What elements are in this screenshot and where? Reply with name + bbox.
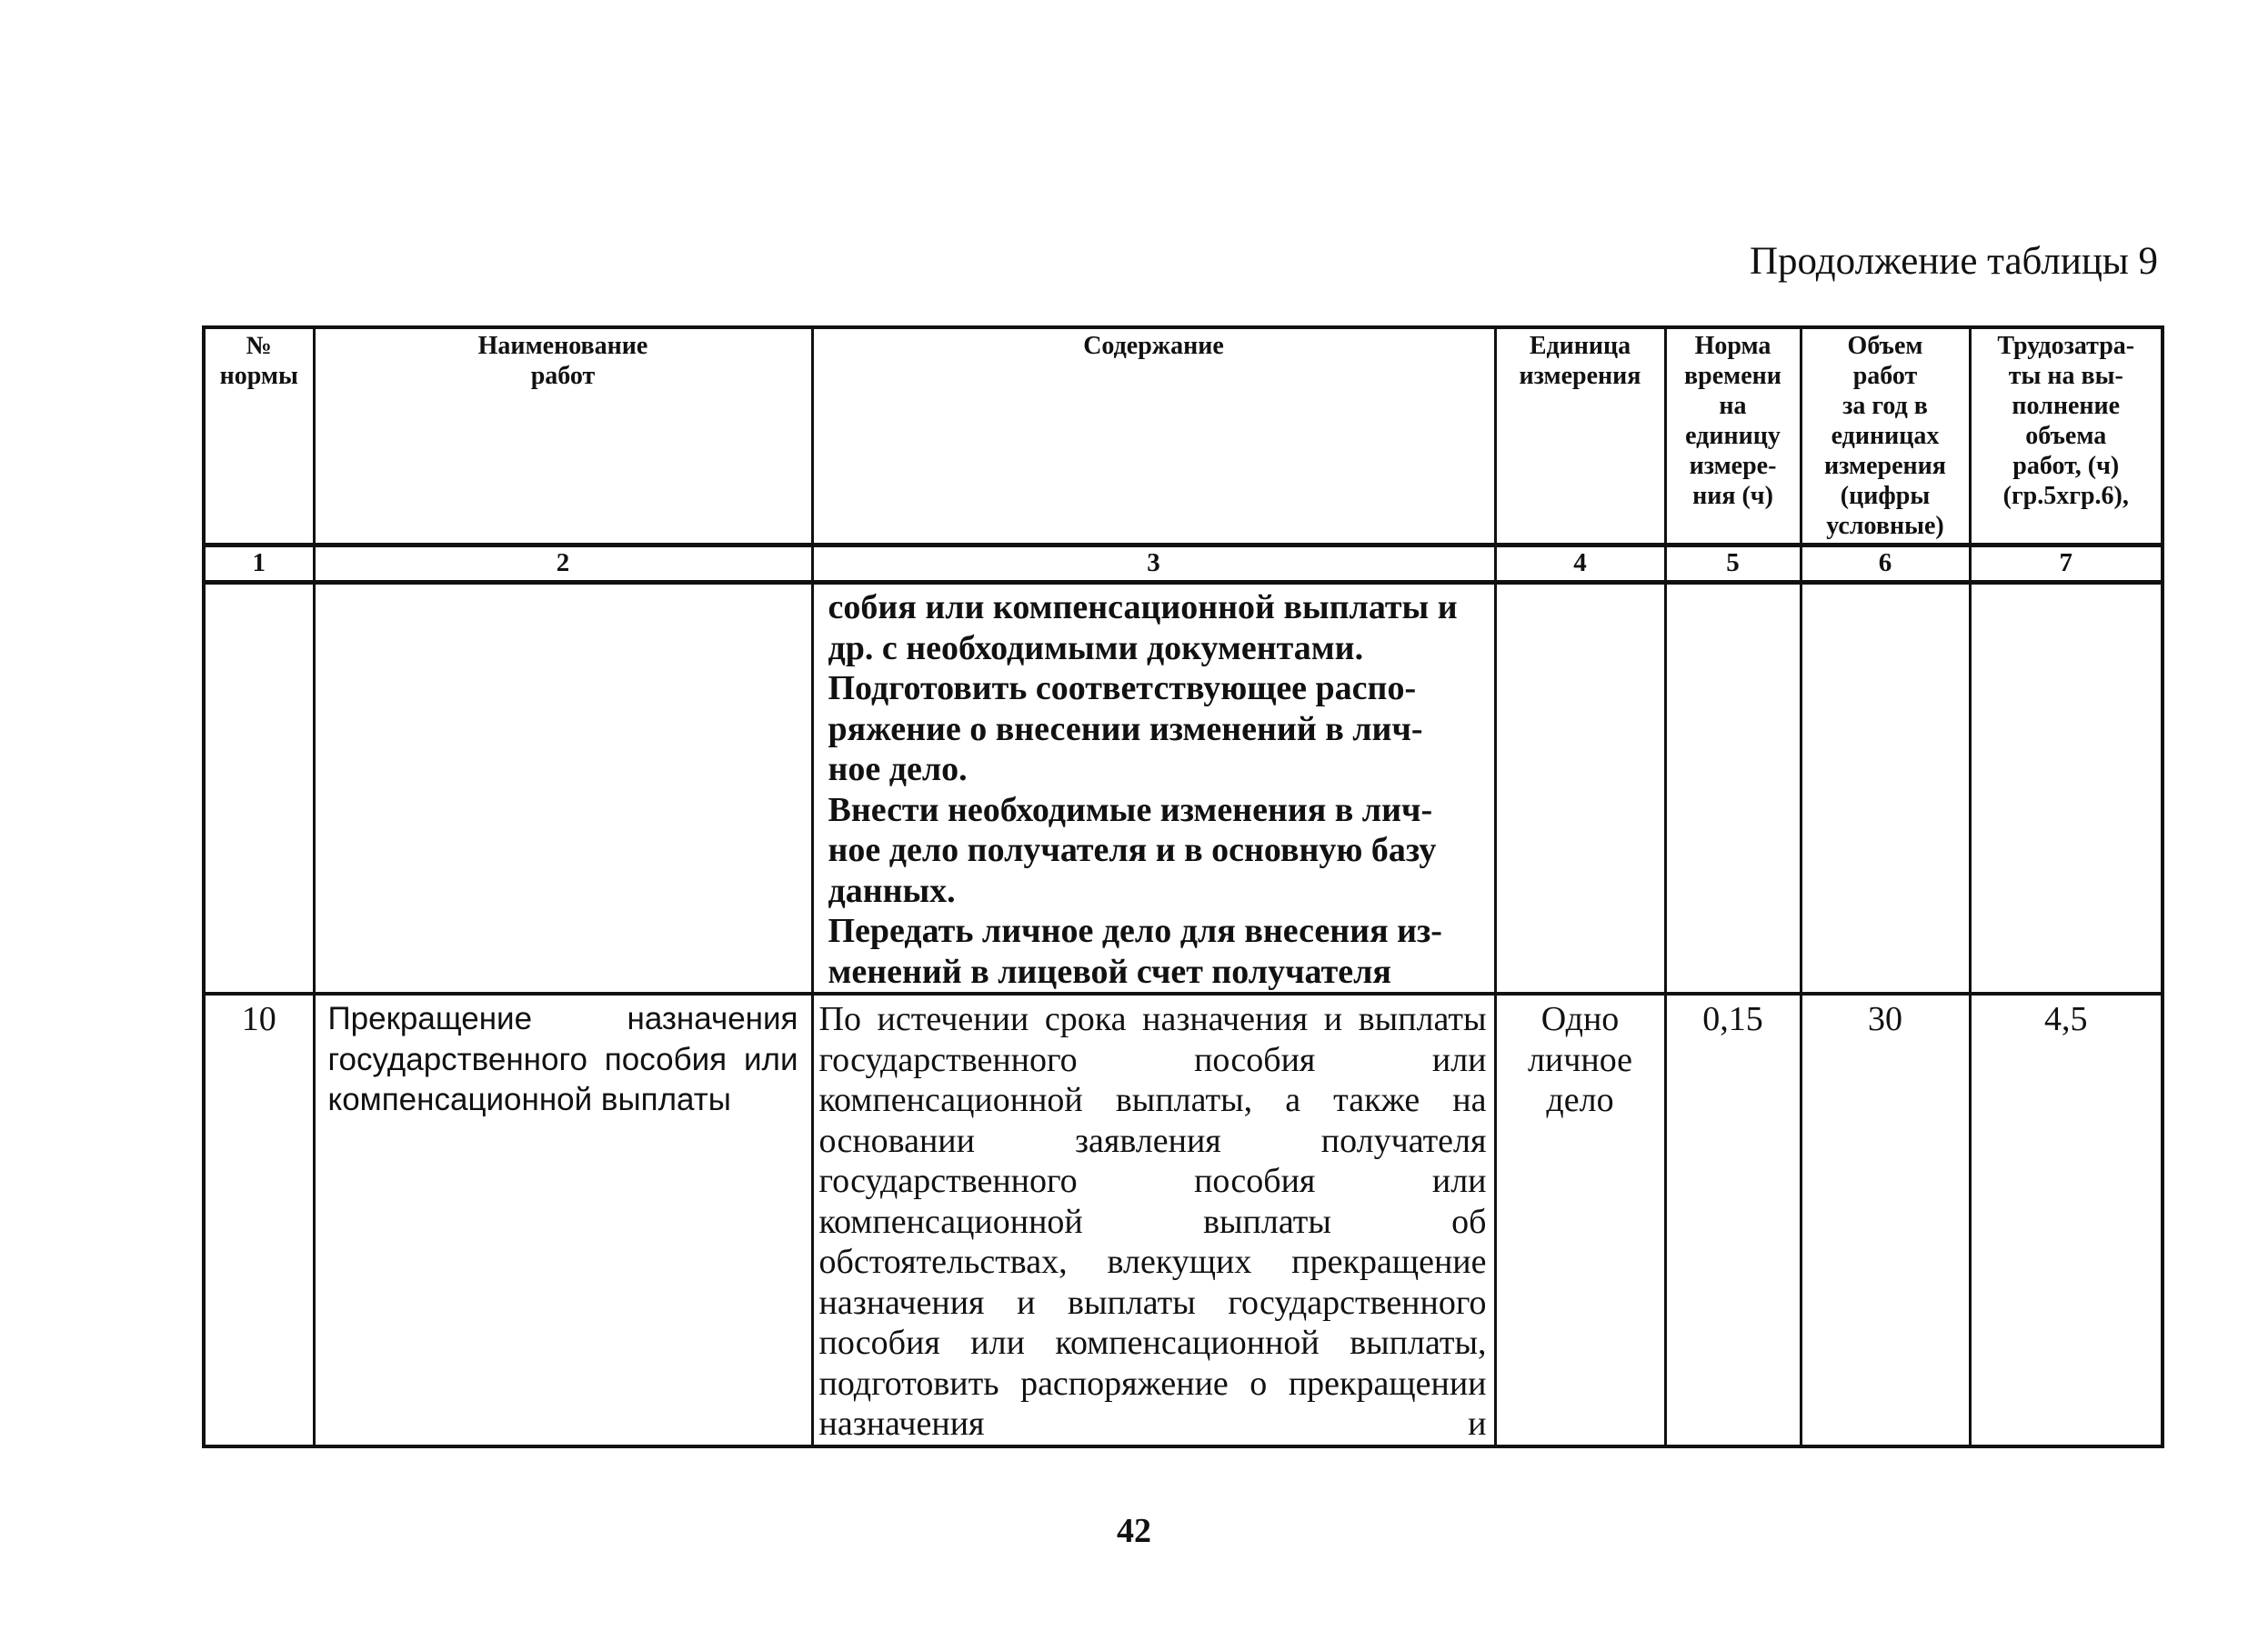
cell-empty: [1801, 583, 1970, 995]
header-cell-number: [204, 327, 314, 545]
cell-empty: [1495, 583, 1665, 995]
table-row-continuation: [204, 583, 2163, 995]
norms-table: [202, 325, 2164, 1448]
cell-empty: [314, 583, 812, 995]
continuation-content-cell: [812, 583, 1495, 995]
header-label: Единица измерения: [1519, 332, 1641, 390]
header-row: [204, 327, 2163, 545]
column-number: 2: [314, 545, 812, 583]
work-name: Прекращение назначения государственного пособия или компенсационной выплаты: [314, 994, 812, 1446]
column-number: 3: [812, 545, 1495, 583]
annual-volume-value: 30: [1801, 994, 1970, 1446]
table-caption: Продолжение таблицы 9: [1749, 240, 2158, 283]
cell-empty: [1665, 583, 1801, 995]
header-label: Наименование работ: [477, 332, 648, 390]
column-number: 1: [204, 545, 314, 583]
column-number: 4: [1495, 545, 1665, 583]
cell-empty: [1970, 583, 2163, 995]
header-label: № нормы: [219, 332, 298, 390]
header-cell-unit: [1495, 327, 1665, 545]
column-number: 5: [1665, 545, 1801, 583]
measurement-unit: Одно личное дело: [1495, 994, 1665, 1446]
header-cell-volume: [1801, 327, 1970, 545]
header-cell-labor: [1970, 327, 2163, 545]
column-number: 6: [1801, 545, 1970, 583]
content-paragraph: Передать личное дело для внесения из- менений в лицевой счет получателя: [828, 912, 1442, 991]
table-row-10: [204, 994, 2163, 1446]
content-paragraph: собия или компенсационной выплаты и др. с необходимыми документами.: [828, 588, 1458, 667]
time-norm-value: 0,15: [1665, 994, 1801, 1446]
cell-empty: [204, 583, 314, 995]
row-number: 10: [204, 994, 314, 1446]
work-content: По истечении срока назначения и выплаты государственного пособия или компенсационной выплаты, а также на основании заявления получателя государственного пособия или компенсационной выплаты об обстоятельствах, влекущих прекращение назначения и выплаты государственного пособия или компенсационной выплаты, подготовить распоряжение о прекращении назначения и: [812, 994, 1495, 1446]
page-number: 42: [1117, 1512, 1151, 1550]
content-paragraph: Внести необходимые изменения в лич- ное дело получателя и в основную базу данных.: [828, 790, 1437, 910]
labor-cost-value: 4,5: [1970, 994, 2163, 1446]
header-label: Объем работ за год в единицах измерения (цифры условные): [1824, 332, 1946, 540]
content-paragraph: Подготовить соответствующее распо- ряжение о внесении изменений в лич- ное дело.: [828, 669, 1423, 788]
header-label: Норма времени на единицу измере- ния (ч): [1684, 332, 1781, 510]
header-cell-time-norm: [1665, 327, 1801, 545]
header-cell-name: [314, 327, 812, 545]
column-number: 7: [1970, 545, 2163, 583]
column-number-row: [204, 545, 2163, 583]
header-label: Трудозатра- ты на вы- полнение объема работ, (ч) (гр.5хгр.6),: [1997, 332, 2135, 510]
header-label: Содержание: [1083, 332, 1224, 360]
header-cell-content: [812, 327, 1495, 545]
